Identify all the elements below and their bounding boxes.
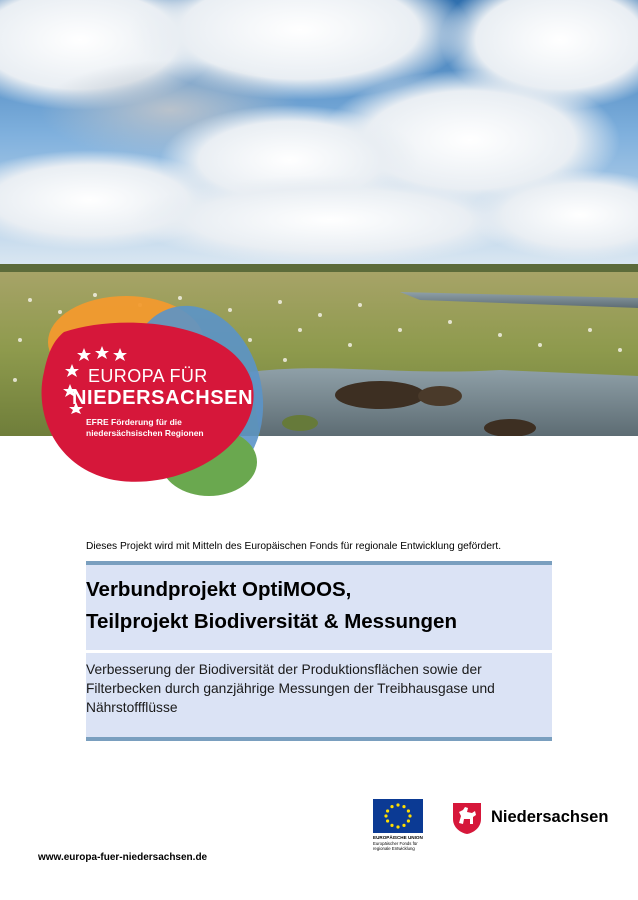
- logo-subline-1: EFRE Förderung für die: [86, 417, 182, 427]
- website-url[interactable]: www.europa-fuer-niedersachsen.de: [38, 852, 208, 863]
- niedersachsen-wordmark: Niedersachsen: [491, 808, 609, 826]
- eu-fund-line-2: regionale Entwicklung: [373, 846, 415, 851]
- title-line-1: Verbundprojekt OptiMOOS,: [86, 578, 352, 601]
- description-line-3: Nährstoffflüsse: [86, 700, 178, 715]
- title-line-2: Teilprojekt Biodiversität & Messungen: [86, 610, 457, 633]
- description-line-1: Verbesserung der Biodiversität der Produktionsflächen sowie der: [86, 662, 482, 677]
- funding-note: Dieses Projekt wird mit Mitteln des Europäischen Fonds für regionale Entwicklung gefördert.: [86, 541, 502, 552]
- eu-flag-icon: [373, 799, 423, 833]
- eu-label: EUROPÄISCHE UNION: [373, 835, 423, 840]
- title-box: [86, 561, 552, 650]
- eu-logo: [373, 799, 423, 855]
- logo-line-niedersachsen: NIEDERSACHSEN: [72, 387, 254, 409]
- logo-line-europa: EUROPA FÜR: [88, 366, 208, 386]
- description-line-2: Filterbecken durch ganzjährige Messungen der Treibhausgase und: [86, 681, 495, 696]
- description-box: [86, 653, 552, 741]
- eu-fund-line-1: Europäischer Fonds für: [373, 841, 418, 846]
- niedersachsen-crest-icon: [451, 801, 483, 835]
- logo-subline-2: niedersächsischen Regionen: [86, 428, 204, 438]
